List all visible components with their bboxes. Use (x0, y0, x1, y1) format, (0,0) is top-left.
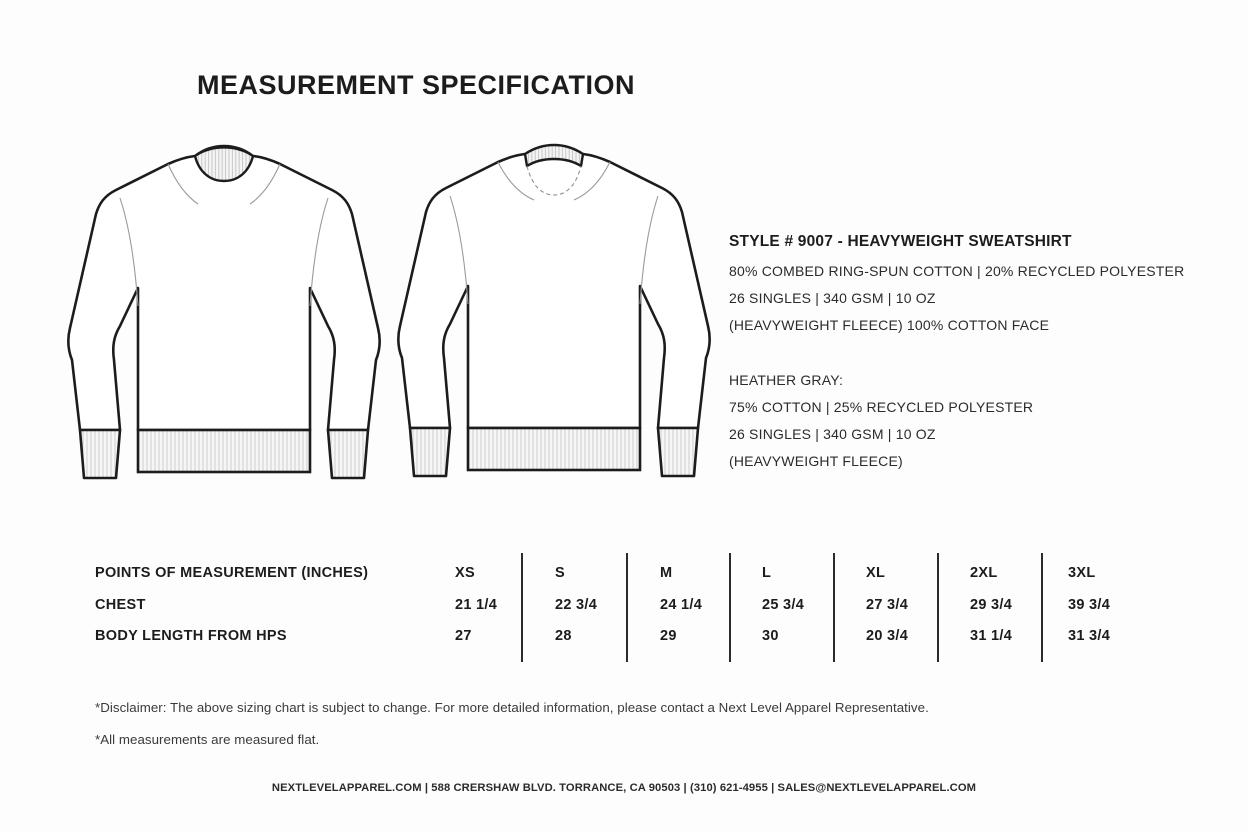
table-row-label-chest: CHEST (95, 597, 146, 613)
table-column-divider-1 (521, 553, 523, 662)
table-column-divider-5 (937, 553, 939, 662)
table-cell-chest-xs: 21 1/4 (455, 597, 498, 613)
heather-gray-heading: HEATHER GRAY: (729, 372, 844, 388)
style-spec-block (729, 233, 1199, 344)
measurement-table (0, 553, 1248, 665)
table-cell-chest-3xl: 39 3/4 (1068, 597, 1111, 613)
spec-line-fleece: (HEAVYWEIGHT FLEECE) 100% COTTON FACE (729, 317, 1050, 333)
spec-line-weight: 26 SINGLES | 340 GSM | 10 OZ (729, 290, 936, 306)
table-cell-chest-l: 25 3/4 (762, 597, 805, 613)
table-column-divider-3 (729, 553, 731, 662)
table-column-divider-4 (833, 553, 835, 662)
table-size-header-l: L (762, 565, 772, 581)
disclaimer-measured-flat: *All measurements are measured flat. (95, 732, 320, 747)
table-cell-body-length-from-hps-l: 30 (762, 628, 779, 644)
table-size-header-xs: XS (455, 565, 475, 581)
table-cell-body-length-from-hps-3xl: 31 3/4 (1068, 628, 1111, 644)
table-cell-body-length-from-hps-s: 28 (555, 628, 572, 644)
table-size-header-3xl: 3XL (1068, 565, 1096, 581)
heather-line-weight: 26 SINGLES | 340 GSM | 10 OZ (729, 426, 936, 442)
table-header-points-of-measurement: POINTS OF MEASUREMENT (INCHES) (95, 565, 369, 581)
table-cell-body-length-from-hps-xl: 20 3/4 (866, 628, 909, 644)
disclaimer-sizing-chart: *Disclaimer: The above sizing chart is subject to change. For more detailed information, please contact a Next Level Apparel Representative. (95, 700, 929, 715)
table-column-divider-2 (626, 553, 628, 662)
table-cell-chest-xl: 27 3/4 (866, 597, 909, 613)
table-cell-chest-m: 24 1/4 (660, 597, 703, 613)
table-cell-body-length-from-hps-2xl: 31 1/4 (970, 628, 1013, 644)
table-size-header-s: S (555, 565, 565, 581)
spec-line-composition: 80% COMBED RING-SPUN COTTON | 20% RECYCLED POLYESTER (729, 263, 1185, 279)
table-column-divider-6 (1041, 553, 1043, 662)
table-size-header-m: M (660, 565, 673, 581)
table-size-header-xl: XL (866, 565, 886, 581)
heather-gray-spec-block (729, 372, 1199, 480)
sweatshirt-front-illustration (58, 138, 390, 486)
footer-contact-info: NEXTLEVELAPPAREL.COM | 588 CRERSHAW BLVD. TORRANCE, CA 90503 | (310) 621-4955 | SALES@NEXTLEVELAPPAREL.COM (271, 782, 977, 794)
heather-line-composition: 75% COTTON | 25% RECYCLED POLYESTER (729, 399, 1034, 415)
table-row-label-body-length: BODY LENGTH FROM HPS (95, 628, 287, 644)
table-cell-chest-s: 22 3/4 (555, 597, 598, 613)
table-cell-body-length-from-hps-m: 29 (660, 628, 677, 644)
table-cell-chest-2xl: 29 3/4 (970, 597, 1013, 613)
page-title: MEASUREMENT SPECIFICATION (197, 70, 636, 100)
style-number-heading: STYLE # 9007 - HEAVYWEIGHT SWEATSHIRT (729, 233, 1072, 250)
table-cell-body-length-from-hps-xs: 27 (455, 628, 472, 644)
heather-line-fleece: (HEAVYWEIGHT FLEECE) (729, 453, 903, 469)
table-size-header-2xl: 2XL (970, 565, 998, 581)
sweatshirt-back-illustration (388, 138, 720, 486)
